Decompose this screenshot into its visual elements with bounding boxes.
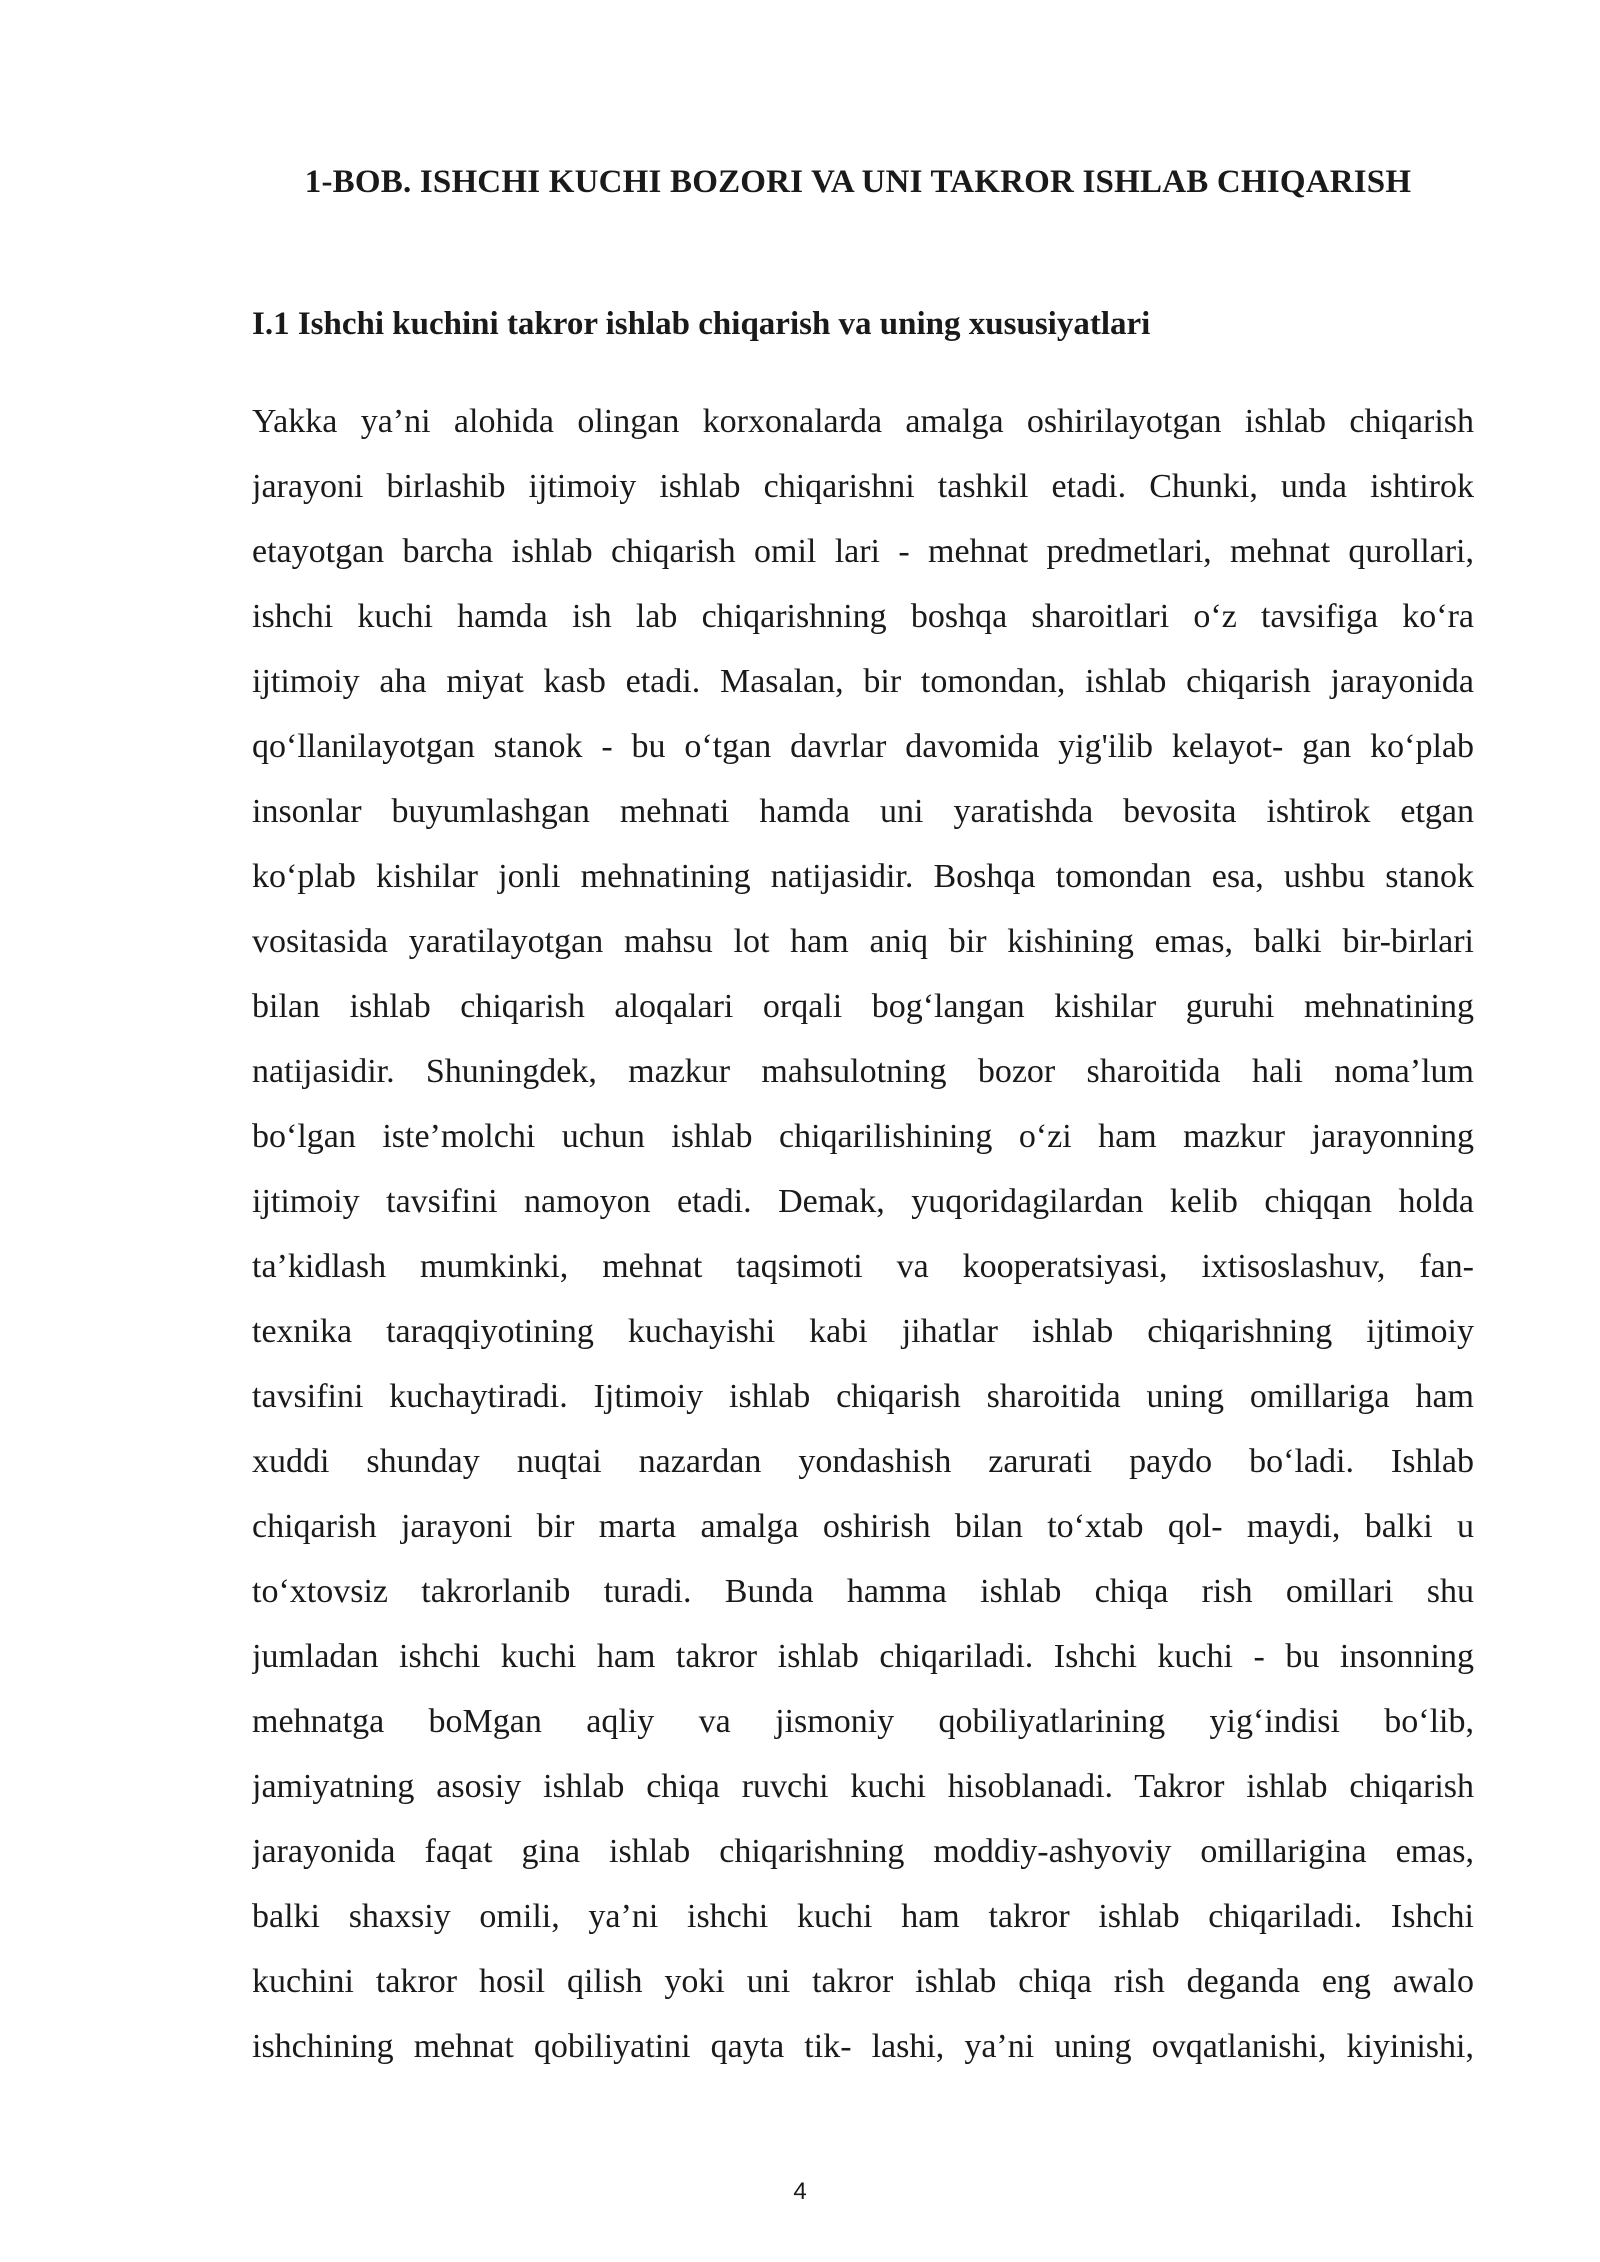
text-line: insonlar buyumlashgan mehnati hamda uni yaratishda bevosita ishtirok etgan: [252, 793, 1474, 830]
text-line: natijasidir. Shuningdek, mazkur mahsulotning bozor sharoitida hali noma’lum: [252, 1053, 1474, 1090]
text-line: jarayoni birlashib ijtimoiy ishlab chiqarishni tashkil etadi. Chunki, unda ishtirok: [252, 468, 1474, 505]
text-line: xuddi shunday nuqtai nazardan yondashish zarurati paydo bo‘ladi. Ishlab: [252, 1443, 1474, 1480]
page-number: 4: [793, 2178, 807, 2205]
text-line: jamiyatning asosiy ishlab chiqa ruvchi kuchi hisoblanadi. Takror ishlab chiqarish: [252, 1768, 1474, 1805]
text-line: ko‘plab kishilar jonli mehnatining natijasidir. Boshqa tomondan esa, ushbu stanok: [252, 858, 1474, 895]
text-line: ishchining mehnat qobiliyatini qayta tik- lashi, ya’ni uning ovqatlanishi, kiyinishi,: [252, 2028, 1474, 2065]
text-line: chiqarish jarayoni bir marta amalga oshirish bilan to‘xtab qol- maydi, balki u: [252, 1508, 1474, 1545]
text-line: ishchi kuchi hamda ish lab chiqarishning boshqa sharoitlari o‘z tavsifiga ko‘ra: [252, 598, 1474, 635]
text-line: ta’kidlash mumkinki, mehnat taqsimoti va kooperatsiyasi, ixtisoslashuv, fan-: [252, 1248, 1474, 1285]
chapter-title: 1-BOB. ISHCHI KUCHI BOZORI VA UNI TAKROR ISHLAB CHIQARISH: [304, 164, 1412, 200]
text-line: kuchini takror hosil qilish yoki uni takror ishlab chiqa rish deganda eng awalo: [252, 1963, 1474, 2000]
body-paragraph: [252, 389, 1474, 2079]
text-line: mehnatga boMgan aqliy va jismoniy qobiliyatlarining yig‘indisi bo‘lib,: [252, 1703, 1474, 1740]
text-line: ijtimoiy aha miyat kasb etadi. Masalan, bir tomondan, ishlab chiqarish jarayonida: [252, 663, 1474, 700]
text-line: Yakka ya’ni alohida olingan korxonalarda amalga oshirilayotgan ishlab chiqarish: [252, 403, 1474, 440]
text-line: bo‘lgan iste’molchi uchun ishlab chiqarilishining o‘zi ham mazkur jarayonning: [252, 1118, 1474, 1155]
text-line: to‘xtovsiz takrorlanib turadi. Bunda hamma ishlab chiqa rish omillari shu: [252, 1573, 1474, 1610]
text-line: jumladan ishchi kuchi ham takror ishlab chiqariladi. Ishchi kuchi - bu insonning: [252, 1638, 1474, 1675]
text-line: etayotgan barcha ishlab chiqarish omil lari - mehnat predmetlari, mehnat qurollari,: [252, 533, 1474, 570]
text-line: ijtimoiy tavsifini namoyon etadi. Demak, yuqoridagilardan kelib chiqqan holda: [252, 1183, 1474, 1220]
text-line: vositasida yaratilayotgan mahsu lot ham aniq bir kishining emas, balki bir-birlari: [252, 923, 1474, 960]
text-line: qo‘llanilayotgan stanok - bu o‘tgan davrlar davomida yig'ilib kelayot- gan ko‘plab: [252, 728, 1474, 765]
text-line: tavsifini kuchaytiradi. Ijtimoiy ishlab chiqarish sharoitida uning omillariga ham: [252, 1378, 1474, 1415]
text-line: balki shaxsiy omili, ya’ni ishchi kuchi ham takror ishlab chiqariladi. Ishchi: [252, 1898, 1474, 1935]
text-line: jarayonida faqat gina ishlab chiqarishning moddiy-ashyoviy omillarigina emas,: [252, 1833, 1474, 1870]
section-title: I.1 Ishchi kuchini takror ishlab chiqarish va uning xususiyatlari: [252, 306, 1151, 342]
text-line: bilan ishlab chiqarish aloqalari orqali bog‘langan kishilar guruhi mehnatining: [252, 988, 1474, 1025]
text-line: texnika taraqqiyotining kuchayishi kabi jihatlar ishlab chiqarishning ijtimoiy: [252, 1313, 1474, 1350]
